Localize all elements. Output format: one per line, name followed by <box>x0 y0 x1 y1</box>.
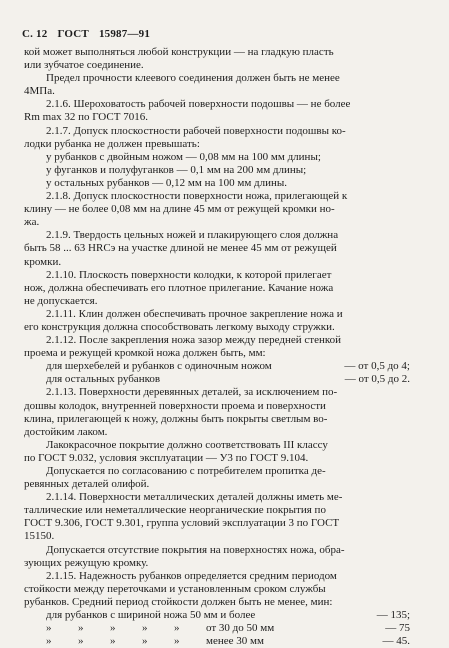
ditto-row <box>24 622 432 635</box>
text-line: ГОСТ 9.306, ГОСТ 9.301, группа условий эксплуатации 3 по ГОСТ <box>24 517 340 530</box>
ditto-text: от 30 до 50 мм <box>206 622 275 635</box>
text-line: проема и режущей кромкой ножа должен быть, мм: <box>24 347 266 360</box>
ditto-mark: » <box>78 622 84 635</box>
text-line: ревянных деталей олифой. <box>24 478 150 491</box>
gap-row-value: — от 0,5 до 4; <box>344 360 410 373</box>
text-line: быть 58 ... 63 HRCэ на участке длиной не менее 45 мм от режущей <box>24 242 337 255</box>
text-line: его конструкция должна способствовать легкому выходу стружки. <box>24 320 335 333</box>
text-line: кой может выполняться любой конструкции — на гладкую пласть <box>24 46 334 58</box>
text-line: таллические или неметаллические неорганические покрытия по <box>24 504 326 517</box>
document-body <box>24 46 432 648</box>
text-line: 2.1.14. Поверхности металлических деталей должны иметь ме- <box>46 491 343 504</box>
ditto-value: — 45. <box>382 635 410 648</box>
gap-row <box>24 360 432 373</box>
text-line: 2.1.8. Допуск плоскостности поверхности ножа, прилегающей к <box>46 190 348 203</box>
gap-row-label: для шерхебелей и рубанков с одиночным ножом <box>46 360 272 373</box>
ditto-mark: » <box>46 622 52 635</box>
text-line: клину — не более 0,08 мм на длине 45 мм от режущей кромки но- <box>24 203 335 216</box>
text-line: 2.1.12. После закрепления ножа зазор между передней стенкой <box>46 334 342 347</box>
text-line: у фуганков и полуфуганков — 0,1 мм на 200 мм длины; <box>46 163 307 176</box>
durability-label: для рубанков с шириной ножа 50 мм и более <box>46 609 256 622</box>
text-line: по ГОСТ 9.032, условия эксплуатации — У3 по ГОСТ 9.104. <box>24 451 309 464</box>
ditto-mark: » <box>174 635 180 648</box>
gap-row-label: для остальных рубанков <box>46 373 161 386</box>
text-line: 2.1.10. Плоскость поверхности колодки, к которой прилегает <box>46 268 332 281</box>
text-line: Rm max 32 по ГОСТ 7016. <box>24 111 148 124</box>
gap-row-value: — от 0,5 до 2. <box>344 373 410 386</box>
page-header <box>22 28 150 40</box>
text-line: Допускается по согласованию с потребителем пропитка де- <box>46 465 326 477</box>
text-line: 2.1.15. Надежность рубанков определяется средним периодом <box>46 569 337 582</box>
gap-row <box>24 373 432 386</box>
text-line: нож, должна обеспечивать его плотное прилегание. Качание ножа <box>24 281 334 294</box>
text-line: зующих режущую кромку. <box>24 556 149 569</box>
text-line: лодки рубанка не должен превышать: <box>24 137 200 150</box>
text-line: 2.1.13. Поверхности деревянных деталей, за исключением по- <box>46 386 338 399</box>
text-line: 2.1.7. Допуск плоскостности рабочей поверхности подошвы ко- <box>46 124 346 137</box>
standard-number: 15987—91 <box>98 28 151 40</box>
text-line: кромки. <box>24 255 62 268</box>
text-line: 15150. <box>24 530 55 543</box>
text-line: не допускается. <box>24 294 98 307</box>
text-line: 2.1.6. Шероховатость рабочей поверхности подошвы — не более <box>46 98 351 111</box>
text-line: у остальных рубанков — 0,12 мм на 100 мм длины. <box>46 176 288 189</box>
text-line: Лакокрасочное покрытие должно соответствовать III классу <box>46 438 328 451</box>
durability-row <box>24 609 432 622</box>
text-line: жа. <box>24 216 40 229</box>
ditto-mark: » <box>174 622 180 635</box>
ditto-row <box>24 635 432 648</box>
text-line: клина, прилегающей к ножу, должны быть покрыты светлым во- <box>24 412 328 425</box>
ditto-mark: » <box>46 635 52 648</box>
text-line: Допускается отсутствие покрытия на поверхностях ножа, обра- <box>46 543 345 556</box>
ditto-text: менее 30 мм <box>206 635 264 648</box>
text-line: рубанков. Средний период стойкости должен быть не менее, мин: <box>24 595 333 608</box>
ditto-mark: » <box>110 622 116 635</box>
text-line: 2.1.11. Клин должен обеспечивать прочное закрепление ножа и <box>46 307 343 320</box>
text-line: дошвы колодок, внутренней поверхности проема и поверхности <box>24 399 326 412</box>
ditto-value: — 75 <box>385 622 410 635</box>
text-line: у рубанков с двойным ножом — 0,08 мм на 100 мм длины; <box>46 150 321 163</box>
text-line: 4МПа. <box>24 85 55 98</box>
ditto-mark: » <box>78 635 84 648</box>
text-line: стойкости между переточками и установленным сроком службы <box>24 582 326 595</box>
ditto-mark: » <box>110 635 116 648</box>
ditto-mark: » <box>142 635 148 648</box>
ditto-mark: » <box>142 622 148 635</box>
durability-value: — 135; <box>376 609 410 622</box>
standard-name: ГОСТ <box>57 28 89 40</box>
text-line: или зубчатое соединение. <box>24 59 144 72</box>
page-number: С. 12 <box>22 28 48 40</box>
text-line: 2.1.9. Твердость цельных ножей и плакирующего слоя должна <box>46 229 339 242</box>
text-line: достойким лаком. <box>24 425 108 438</box>
text-line: Предел прочности клеевого соединения должен быть не менее <box>46 72 340 85</box>
